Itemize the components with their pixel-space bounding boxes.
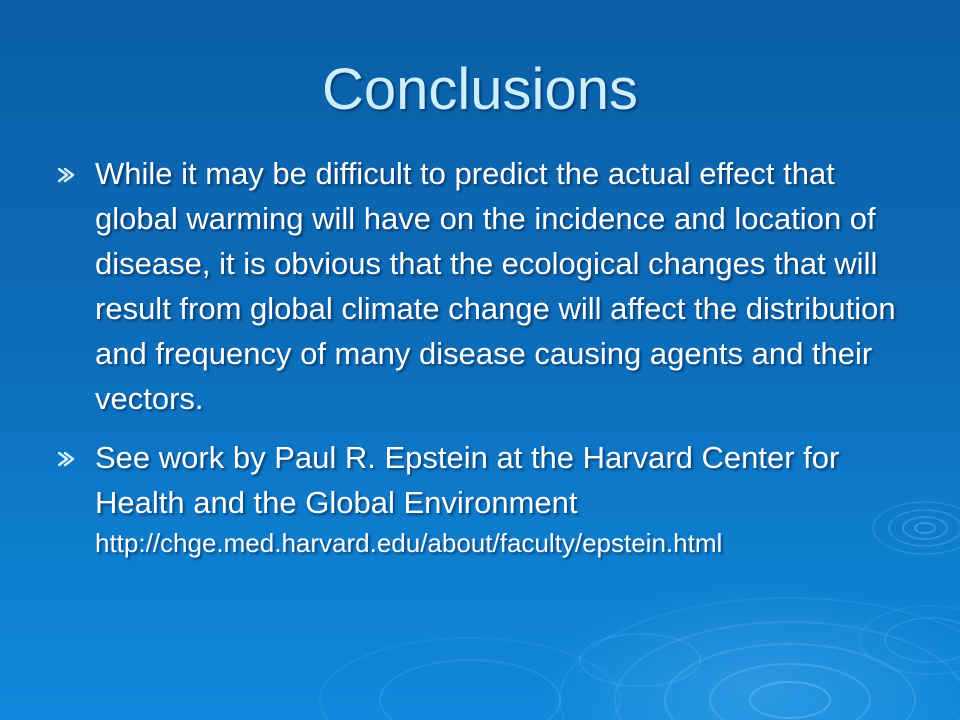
- arrow-bullet-icon: [58, 451, 76, 467]
- bullet-text: See work by Paul R. Epstein at the Harvard Center for Health and the Global Environment: [95, 440, 840, 520]
- bullet-list: [58, 151, 908, 575]
- bullet-item: [58, 151, 908, 421]
- epstein-url-link[interactable]: http://chge.med.harvard.edu/about/faculty/epstein.html: [95, 528, 723, 558]
- bullet-text: While it may be difficult to predict the actual effect that global warming will have on the incidence and location of disease, it is obvious that the ecological changes that will result from global climate change will affect the distribution and frequency of many disease causing agents and their vectors.: [95, 156, 896, 416]
- slide-title: Conclusions: [322, 57, 638, 122]
- arrow-bullet-icon: [58, 167, 76, 183]
- bullet-item: [58, 435, 908, 561]
